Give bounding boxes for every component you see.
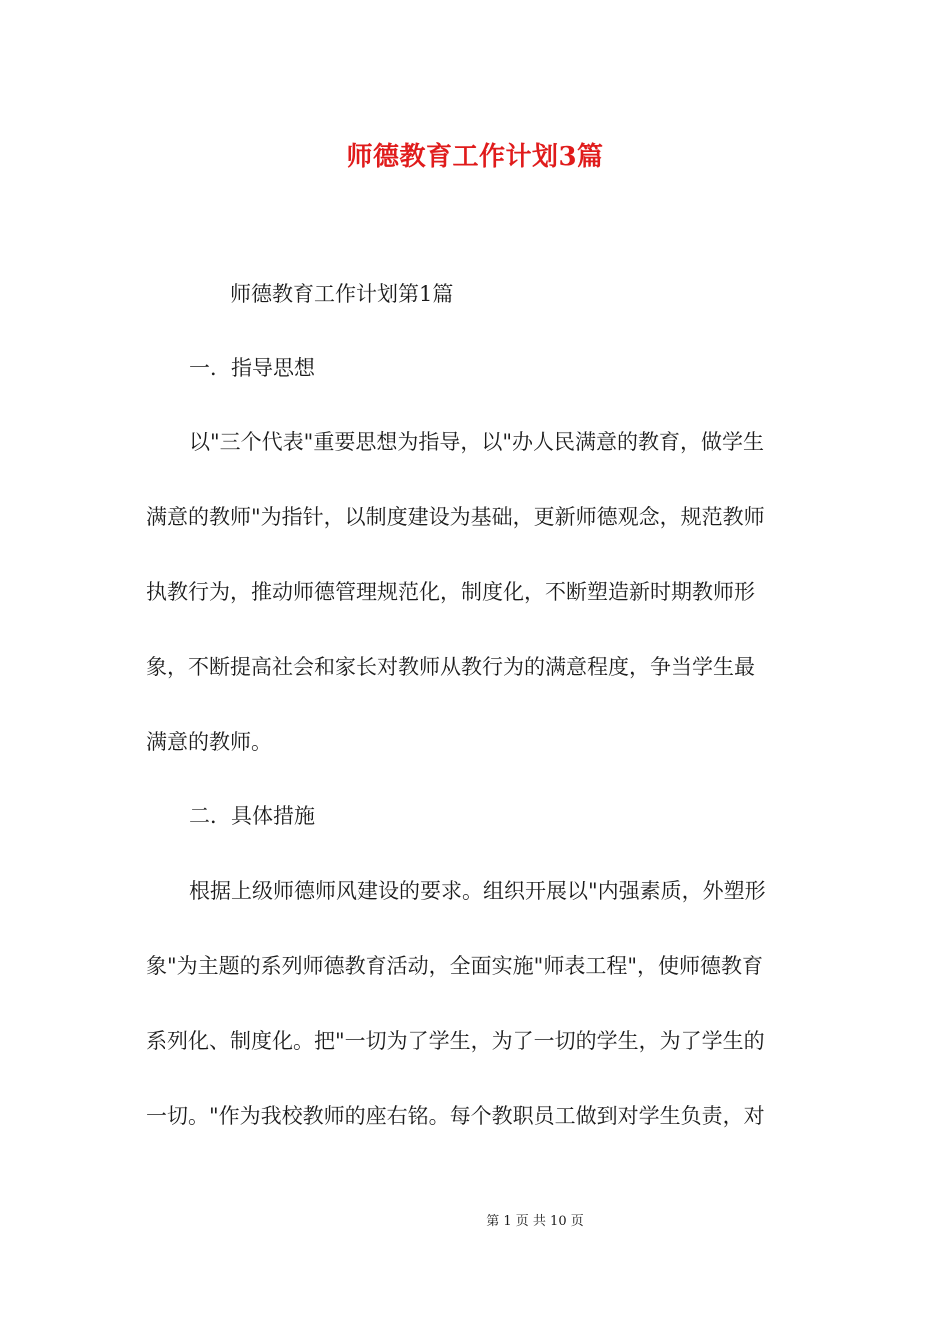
heading-specific-measures: 二．具体措施 [189,804,315,828]
paragraph-2-line-4: 一切。"作为我校教师的座右铭。每个教职员工做到对学生负责，对 [146,1104,765,1128]
paragraph-1-line-2: 满意的教师"为指针，以制度建设为基础，更新师德观念，规范教师 [146,505,765,529]
paragraph-1-line-4: 象，不断提高社会和家长对教师从教行为的满意程度，争当学生最 [146,655,755,679]
section-title: 师德教育工作计划第1篇 [230,282,454,306]
paragraph-1-line-1: 以"三个代表"重要思想为指导，以"办人民满意的教育，做学生 [189,430,764,454]
paragraph-2-line-2: 象"为主题的系列师德教育活动，全面实施"师表工程"，使师德教育 [146,954,763,978]
paragraph-2-line-3: 系列化、制度化。把"一切为了学生，为了一切的学生，为了学生的 [146,1029,765,1053]
paragraph-1-line-5: 满意的教师。 [146,730,272,754]
paragraph-2-line-1: 根据上级师德师风建设的要求。组织开展以"内强素质，外塑形 [189,879,766,903]
document-title: 师德教育工作计划3篇 [346,142,604,172]
heading-guiding-ideology: 一．指导思想 [189,356,315,380]
page-footer: 第 1 页 共 10 页 [486,1214,584,1229]
paragraph-1-line-3: 执教行为，推动师德管理规范化，制度化，不断塑造新时期教师形 [146,580,755,604]
